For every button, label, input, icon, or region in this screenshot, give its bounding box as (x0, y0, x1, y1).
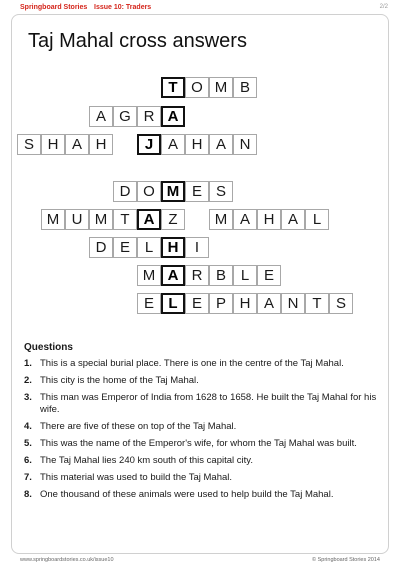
crossword-cell: E (257, 265, 281, 286)
crossword-cell: I (185, 237, 209, 258)
question-text: This man was Emperor of India from 1628 to 1658. He built the Taj Mahal for his wife. (40, 392, 377, 415)
crossword-cell: L (305, 209, 329, 230)
crossword-cell: A (209, 134, 233, 155)
crossword-cell: U (65, 209, 89, 230)
crossword-cell: T (113, 209, 137, 230)
footer-copyright: © Springboard Stories 2014 (312, 557, 380, 563)
crossword-cell: E (185, 293, 209, 314)
crossword-cell: S (209, 181, 233, 202)
crossword-cell: H (41, 134, 65, 155)
crossword-cell: A (233, 209, 257, 230)
question-text: This city is the home of the Taj Mahal. (40, 375, 199, 386)
question-item (24, 375, 384, 387)
crossword-cell: E (113, 237, 137, 258)
question-number: 2. (24, 375, 32, 386)
crossword-key-letter: A (161, 265, 185, 286)
question-text: This is a special burial place. There is one in the centre of the Taj Mahal. (40, 358, 344, 369)
question-item (24, 421, 384, 433)
question-text: There are five of these on top of the Taj Mahal. (40, 420, 237, 432)
crossword-cell: A (257, 293, 281, 314)
crossword-cell: D (89, 237, 113, 258)
crossword-cell: B (233, 77, 257, 98)
questions-list (24, 358, 384, 500)
question-item (24, 438, 384, 450)
crossword-cell: S (329, 293, 353, 314)
crossword-cell: A (161, 134, 185, 155)
crossword-key-letter: T (161, 77, 185, 98)
crossword-cell: H (257, 209, 281, 230)
crossword-key-letter: J (137, 134, 161, 155)
crossword-cell: Z (161, 209, 185, 230)
question-number: 8. (24, 488, 32, 500)
question-number: 5. (24, 437, 32, 449)
crossword-cell: N (281, 293, 305, 314)
crossword-cell: O (185, 77, 209, 98)
crossword-cell: A (89, 106, 113, 127)
question-item (24, 489, 384, 501)
question-item (24, 472, 384, 484)
question-item (24, 455, 384, 467)
footer-url: www.springboardstories.co.uk/issue10 (20, 557, 114, 563)
crossword-cell: L (137, 237, 161, 258)
crossword-cell: S (17, 134, 41, 155)
crossword-cell: M (209, 209, 233, 230)
crossword-cell: G (113, 106, 137, 127)
crossword-cell: D (113, 181, 137, 202)
crossword-cell: E (185, 181, 209, 202)
question-text: This was the name of the Emperor's wife, for whom the Taj Mahal was built. (40, 437, 357, 449)
question-item (24, 392, 384, 415)
crossword-cell: A (65, 134, 89, 155)
crossword-cell: P (209, 293, 233, 314)
question-number: 6. (24, 454, 32, 466)
crossword-cell: M (89, 209, 113, 230)
crossword-cell: L (233, 265, 257, 286)
crossword-cell: T (305, 293, 329, 314)
crossword-key-letter: A (137, 209, 161, 230)
question-number: 1. (24, 358, 32, 369)
crossword-key-letter: H (161, 237, 185, 258)
question-number: 3. (24, 392, 32, 403)
crossword-cell: R (185, 265, 209, 286)
crossword-cell: A (281, 209, 305, 230)
crossword-cell: E (137, 293, 161, 314)
crossword-key-letter: A (161, 106, 185, 127)
crossword-cell: R (137, 106, 161, 127)
crossword-cell: H (89, 134, 113, 155)
crossword-cell: M (137, 265, 161, 286)
crossword-cell: B (209, 265, 233, 286)
page-number: 2/2 (379, 4, 388, 10)
crossword-key-letter: M (161, 181, 185, 202)
questions-section (24, 342, 384, 506)
brand-name: Springboard Stories (20, 4, 88, 11)
crossword-cell: H (233, 293, 257, 314)
page-title: Taj Mahal cross answers (28, 30, 247, 52)
question-item (24, 358, 384, 370)
question-number: 4. (24, 420, 32, 432)
crossword-cell: N (233, 134, 257, 155)
crossword-cell: M (209, 77, 233, 98)
crossword-cell: O (137, 181, 161, 202)
question-text: This material was used to build the Taj Mahal. (40, 471, 233, 483)
crossword-key-letter: L (161, 293, 185, 314)
question-number: 7. (24, 471, 32, 483)
crossword-cell: M (41, 209, 65, 230)
crossword-cell: H (185, 134, 209, 155)
issue-title: Issue 10: Traders (94, 4, 152, 11)
questions-heading: Questions (24, 342, 73, 353)
question-text: One thousand of these animals were used to help build the Taj Mahal. (40, 488, 334, 500)
question-text: The Taj Mahal lies 240 km south of this capital city. (40, 454, 253, 466)
